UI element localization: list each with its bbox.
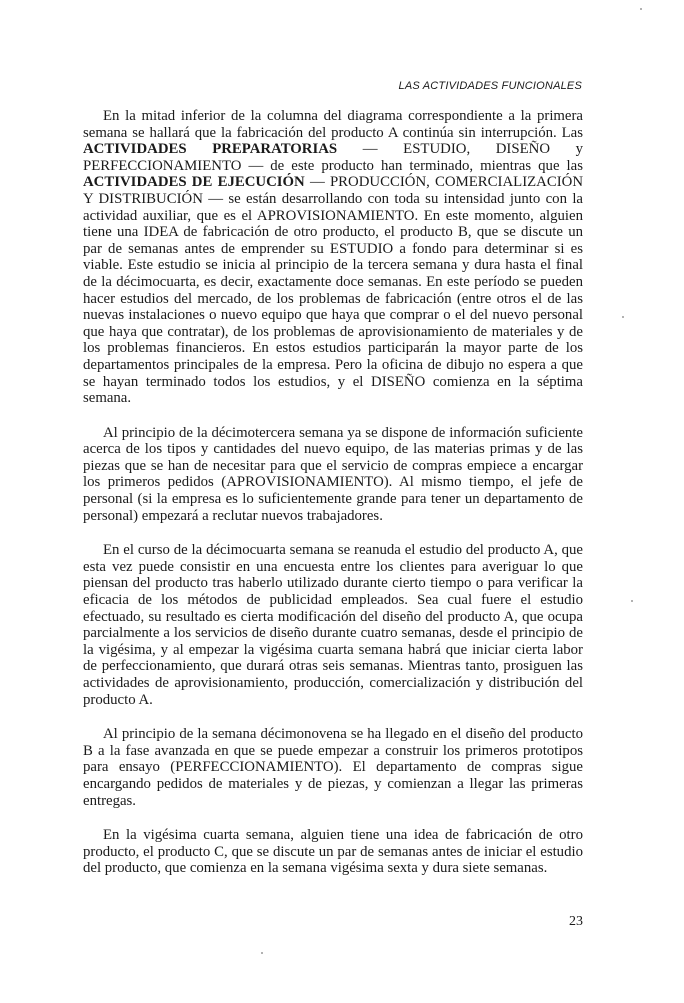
paragraph-text: En la vigésima cuarta semana, alguien tiene una idea de fabricación de otro producto, el producto C, que se discute un par de semanas antes de iniciar el estudio del producto, que comienza en la semana vigésima sexta y dura siete semanas. — [83, 827, 583, 877]
bold-term: ACTIVIDADES DE EJECUCIÓN — [83, 174, 305, 191]
scan-speck — [622, 316, 624, 318]
bold-term: ACTIVIDADES PREPARATORIAS — [83, 141, 338, 158]
body-text — [83, 108, 583, 877]
running-header: LAS ACTIVIDADES FUNCIONALES — [398, 80, 582, 92]
paragraph-text: En el curso de la décimocuarta semana se reanuda el estudio del producto A, que esta vez puede consistir en una encuesta entre los clientes para averiguar lo que piensan del producto tras haberlo utilizado durante cierto tiempo o para verificar la eficacia de los métodos de publicidad empleados. Sea cual fuere el estudio efectuado, su resultado es cierta modificación del diseño del producto A, que ocupa parcialmente a los servicios de diseño durante cuatro semanas, desde el principio de la vigésima, y al empezar la vigésima cuarta semana habrá que iniciar cierta labor de perfeccionamiento, que durará otras seis semanas. Mientras tanto, prosiguen las actividades de aprovisionamiento, producción, comercialización y distribución del producto A. — [83, 542, 583, 708]
scan-speck — [261, 952, 263, 954]
paragraph-text: Al principio de la semana décimonovena se ha llegado en el diseño del producto B a la fase avanzada en que se puede empezar a construir los primeros prototipos para ensayo (PERFECCIONAMIENTO). El departamento de compras sigue encargando pedidos de materiales y de piezas, y comienzan a llegar las primeras entregas. — [83, 726, 583, 809]
scan-speck — [631, 600, 633, 602]
scan-speck — [640, 8, 642, 10]
paragraph — [83, 726, 583, 809]
paragraph — [83, 108, 583, 407]
paragraph-text: En la mitad inferior de la columna del diagrama correspondiente a la primera semana se hallará que la fabricación del producto A continúa sin interrupción. Las — [83, 108, 583, 141]
paragraph-text: — ESTUDIO, DISEÑO y PERFECCIONAMIENTO — de este producto han terminado, mientras que las — [83, 141, 583, 174]
paragraph — [83, 542, 583, 708]
paragraph-text: — PRODUCCIÓN, COMERCIALIZACIÓN Y DISTRIBUCIÓN — se están desarrollando con toda su intensidad junto con la actividad auxiliar, que es el APROVISIONAMIENTO. En este momento, alguien tiene una IDEA de fabricación de otro producto, el producto B, que se discute un par de semanas antes de emprender su ESTUDIO a fondo para determinar si es viable. Este estudio se inicia al principio de la tercera semana y dura hasta el final de la décimocuarta, es decir, exactamente doce semanas. En este período se pueden hacer estudios del mercado, de los problemas de fabricación (entre otros el de las nuevas instalaciones o nuevo equipo que haya que comprar o el del nuevo personal que haya que contratar), de los problemas de aprovisionamiento de materiales y de los problemas financieros. En estos estudios participarán la mayor parte de los departamentos principales de la empresa. Pero la oficina de dibujo no espera a que se hayan terminado todos los estudios, y el DISEÑO comienza en la séptima semana. — [83, 174, 584, 407]
paragraph — [83, 827, 583, 877]
page-number: 23 — [569, 914, 583, 929]
paragraph — [83, 425, 583, 525]
paragraph-text: Al principio de la décimotercera semana ya se dispone de información suficiente acerca de los tipos y cantidades del nuevo equipo, de las materias primas y de las piezas que se han de necesitar para que el servicio de compras empiece a encargar los primeros pedidos (APROVISIONAMIENTO). Al mismo tiempo, el jefe de personal (si la empresa es lo suficientemente grande para tener un departamento de personal) empezará a reclutar nuevos trabajadores. — [83, 424, 583, 524]
